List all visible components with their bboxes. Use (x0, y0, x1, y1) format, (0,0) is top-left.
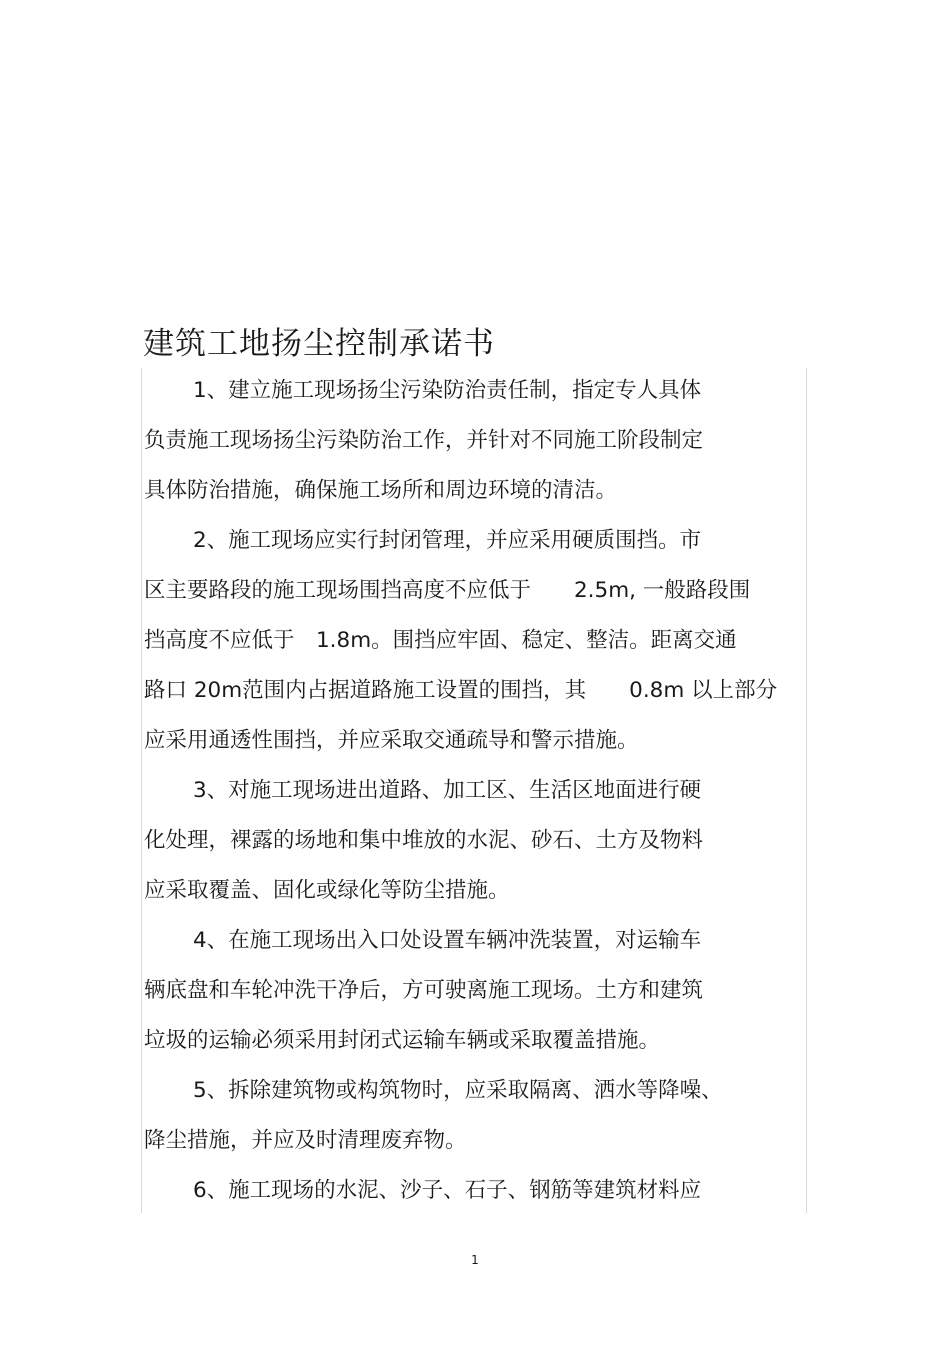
document-title: 建筑工地扬尘控制承诺书 (143, 326, 495, 362)
body-line: 1、建立施工现场扬尘污染防治责任制，指定专人具体 (193, 378, 702, 403)
body-line: 辆底盘和车轮冲洗干净后，方可驶离施工现场。土方和建筑 (144, 978, 704, 1003)
body-line: 垃圾的运输必须采用封闭式运输车辆或采取覆盖措施。 (144, 1028, 661, 1053)
body-line: 应采用通透性围挡，并应采取交通疏导和警示措施。 (144, 728, 639, 753)
body-line: 5、拆除建筑物或构筑物时，应采取隔离、洒水等降噪、 (193, 1078, 723, 1103)
body-line: 降尘措施，并应及时清理废弃物。 (144, 1128, 467, 1153)
body-line: 化处理，裸露的场地和集中堆放的水泥、砂石、土方及物料 (144, 828, 704, 853)
body-line: 6、施工现场的水泥、沙子、石子、钢筋等建筑材料应 (193, 1178, 702, 1203)
body-line: 2、施工现场应实行封闭管理，并应采用硬质围挡。市 (193, 528, 702, 553)
page-number: 1 (471, 1253, 479, 1267)
page-frame-right-border (806, 368, 807, 1213)
body-line: 应采取覆盖、固化或绿化等防尘措施。 (144, 878, 510, 903)
body-line: 负责施工现场扬尘污染防治工作，并针对不同施工阶段制定 (144, 428, 704, 453)
body-line: 4、在施工现场出入口处设置车辆冲洗装置，对运输车 (193, 928, 702, 953)
body-line: 区主要路段的施工现场围挡高度不应低于 2.5m, 一般路段围 (144, 578, 751, 603)
body-line: 3、对施工现场进出道路、加工区、生活区地面进行硬 (193, 778, 702, 803)
body-line: 路口 20m范围内占据道路施工设置的围挡，其 0.8m 以上部分 (144, 678, 778, 703)
body-line: 具体防治措施，确保施工场所和周边环境的清洁。 (144, 478, 618, 503)
page-frame-left-border (141, 368, 142, 1213)
body-line: 挡高度不应低于 1.8m。围挡应牢固、稳定、整洁。距离交通 (144, 628, 737, 653)
